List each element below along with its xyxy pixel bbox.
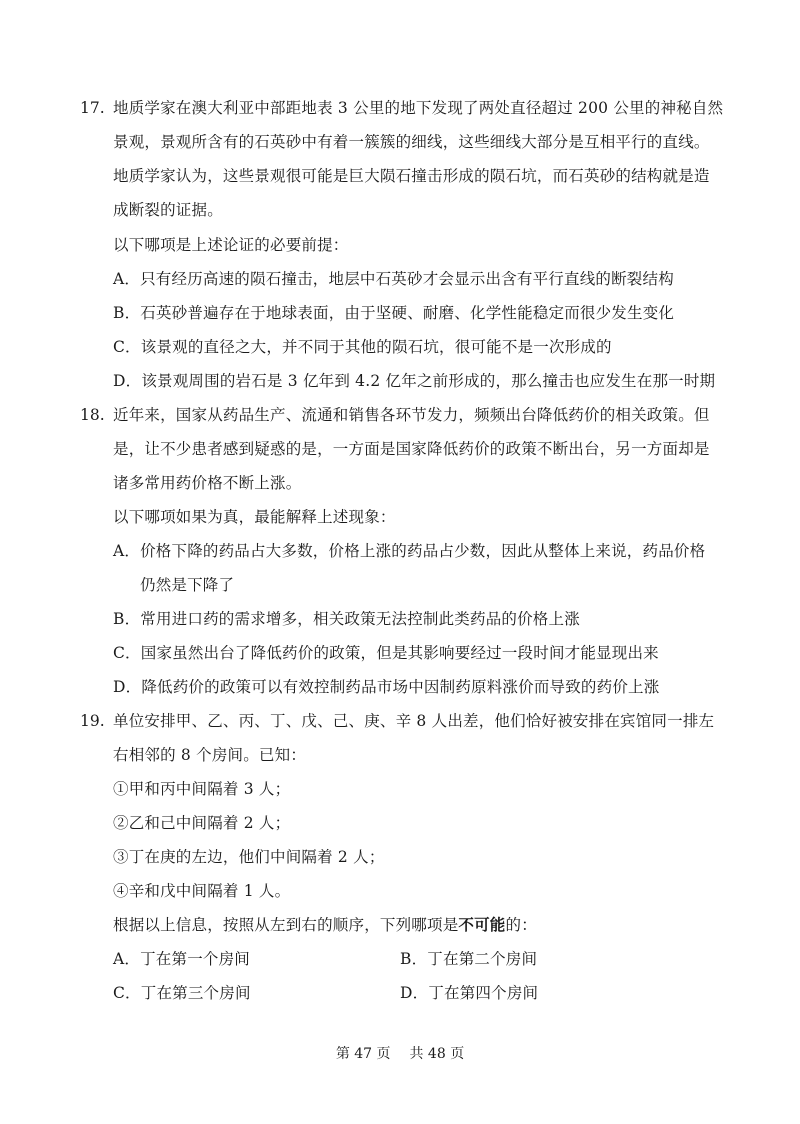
option-c: C．丁在第三个房间	[113, 984, 251, 1002]
condition-3: ③丁在庚的左边，他们中间隔着 2 人；	[113, 848, 385, 866]
question-number: 19.	[80, 712, 105, 730]
condition-1: ①甲和丙中间隔着 3 人；	[113, 780, 291, 798]
footer-total-pages: 48	[427, 1046, 446, 1062]
prompt-emphasis: 不可能	[458, 915, 506, 934]
footer-page-prefix: 第	[335, 1046, 350, 1062]
question-stem-line: 地质学家在澳大利亚中部距地表 3 公里的地下发现了两处直径超过 200 公里的神秘自然	[113, 99, 724, 117]
question-number: 17.	[80, 99, 105, 117]
question-number: 18.	[80, 406, 105, 424]
footer-total-prefix: 共	[409, 1046, 424, 1062]
condition-2: ②乙和己中间隔着 2 人；	[113, 814, 291, 832]
option-d: D．该景观周围的岩石是 3 亿年到 4.2 亿年之前形成的，那么撞击也应发生在那一时期	[113, 372, 716, 390]
option-a: A．价格下降的药品占大多数，价格上涨的药品占少数，因此从整体上来说，药品价格	[113, 542, 706, 560]
option-a: A．丁在第一个房间	[113, 950, 250, 968]
option-d: D．降低药价的政策可以有效控制药品市场中因制药原料涨价而导致的药价上涨	[113, 678, 660, 696]
page-footer	[0, 1044, 800, 1064]
question-stem-line: 近年来，国家从药品生产、流通和销售各环节发力，频频出台降低药价的相关政策。但	[113, 406, 710, 424]
option-a: A．只有经历高速的陨石撞击，地层中石英砂才会显示出含有平行直线的断裂结构	[113, 270, 674, 288]
footer-current-page: 47	[354, 1046, 373, 1062]
footer-page-mid: 页	[376, 1046, 391, 1062]
question-stem-line: 是，让不少患者感到疑惑的是，一方面是国家降低药价的政策不断出台，另一方面却是	[113, 440, 710, 458]
option-d: D．丁在第四个房间	[400, 984, 539, 1002]
question-prompt: 以下哪项如果为真，最能解释上述现象：	[113, 508, 396, 526]
prompt-text: 根据以上信息，按照从左到右的顺序，下列哪项是	[113, 916, 459, 934]
option-b: B．丁在第二个房间	[400, 950, 538, 968]
prompt-text-end: 的：	[505, 916, 537, 934]
condition-4: ④辛和戊中间隔着 1 人。	[113, 882, 291, 900]
question-prompt: 以下哪项是上述论证的必要前提：	[113, 236, 349, 254]
question-stem-line: 地质学家认为，这些景观很可能是巨大陨石撞击形成的陨石坑，而石英砂的结构就是造	[113, 167, 710, 185]
option-b: B．石英砂普遍存在于地球表面，由于坚硬、耐磨、化学性能稳定而很少发生变化	[113, 304, 675, 322]
option-a-continuation: 仍然是下降了	[140, 576, 235, 594]
option-b: B．常用进口药的需求增多，相关政策无法控制此类药品的价格上涨	[113, 610, 580, 628]
option-c: C．国家虽然出台了降低药价的政策，但是其影响要经过一段时间才能显现出来	[113, 644, 659, 662]
question-stem-line: 单位安排甲、乙、丙、丁、戊、己、庚、辛 8 人出差，他们恰好被安排在宾馆同一排左	[113, 712, 715, 730]
footer-total-suffix: 页	[450, 1046, 465, 1062]
question-stem-line: 景观，景观所含有的石英砂中有着一簇簇的细线，这些细线大部分是互相平行的直线。	[113, 133, 710, 151]
question-prompt	[113, 915, 537, 935]
option-c: C．该景观的直径之大，并不同于其他的陨石坑，很可能不是一次形成的	[113, 338, 612, 356]
question-stem-line: 诸多常用药价格不断上涨。	[113, 474, 302, 492]
question-stem-line: 成断裂的证据。	[113, 201, 223, 219]
question-stem-line: 右相邻的 8 个房间。已知：	[113, 746, 307, 764]
